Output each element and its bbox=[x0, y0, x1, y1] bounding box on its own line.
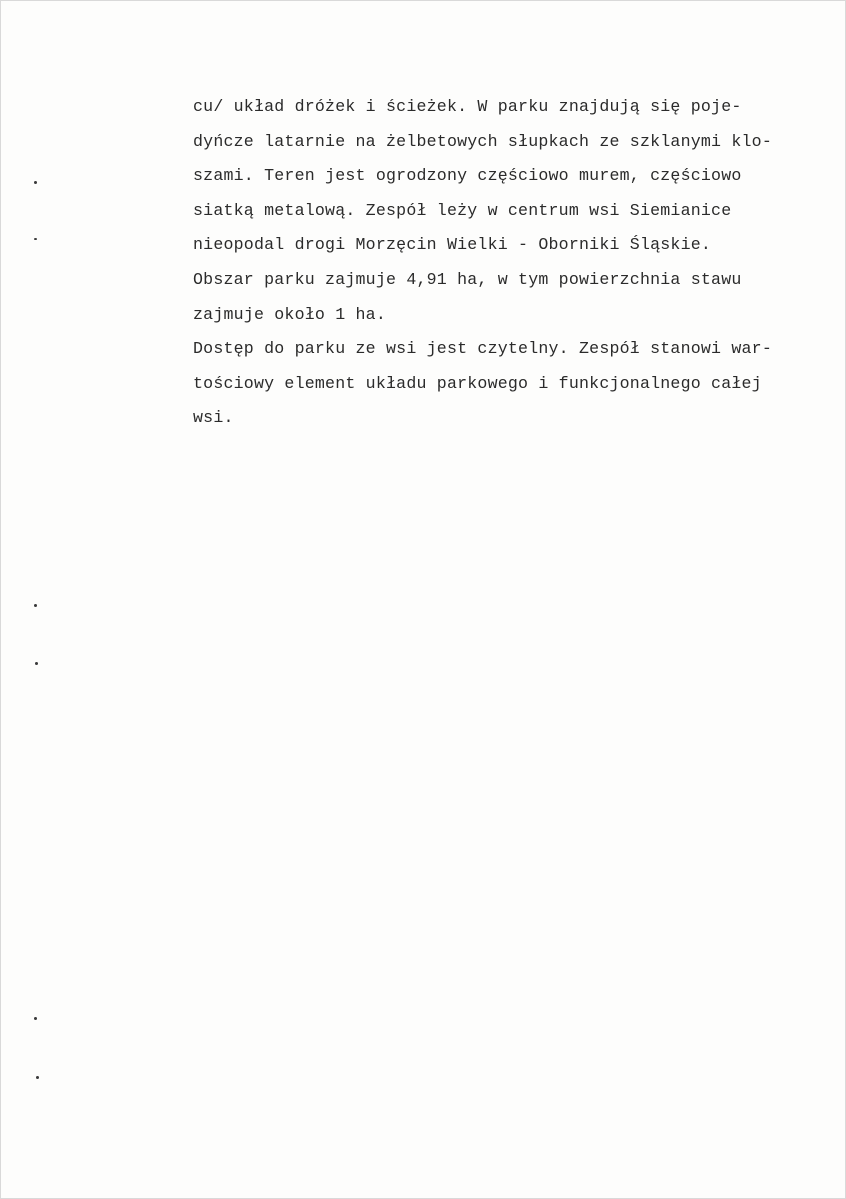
text-line-9: tościowy element układu parkowego i funkcjonalnego całej bbox=[193, 373, 762, 393]
text-line-3: szami. Teren jest ogrodzony częściowo murem, częściowo bbox=[193, 166, 742, 186]
scan-speck bbox=[34, 181, 37, 184]
scan-speck bbox=[34, 604, 37, 607]
text-line-2: dyńcze latarnie na żelbetowych słupkach ze szklanymi klo- bbox=[193, 131, 772, 151]
text-line-1: cu/ układ dróżek i ścieżek. W parku znajdują się poje- bbox=[193, 97, 742, 116]
text-line-5: nieopodal drogi Morzęcin Wielki - Oborniki Śląskie. bbox=[193, 235, 712, 255]
scan-speck bbox=[36, 1076, 39, 1079]
text-line-6: Obszar parku zajmuje 4,91 ha, w tym powierzchnia stawu bbox=[193, 269, 742, 289]
scan-speck bbox=[34, 1017, 37, 1020]
body-text bbox=[193, 92, 813, 438]
text-line-4: siatką metalową. Zespół leży w centrum wsi Siemianice bbox=[193, 200, 732, 220]
text-line-10: wsi. bbox=[193, 408, 234, 428]
text-line-8: Dostęp do parku ze wsi jest czytelny. Zespół stanowi war- bbox=[193, 339, 772, 359]
scan-speck bbox=[34, 238, 37, 240]
text-line-7: zajmuje około 1 ha. bbox=[193, 304, 386, 324]
scan-speck bbox=[35, 662, 38, 665]
